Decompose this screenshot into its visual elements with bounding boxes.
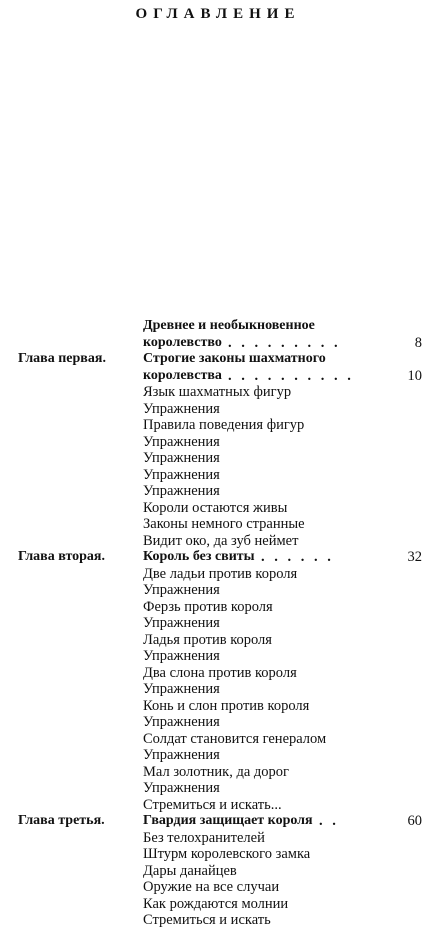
- toc-entry: [0, 318, 436, 335]
- section-title: Упражнения: [143, 780, 220, 796]
- dot-leader: . . . . . .: [261, 549, 334, 565]
- toc-entry: [0, 384, 436, 401]
- toc-entry: [0, 780, 436, 797]
- section-title: Правила поведения фигур: [143, 417, 305, 433]
- toc-entry: [0, 351, 436, 368]
- section-title: Две ладьи против короля: [143, 565, 298, 582]
- toc-entry: [0, 896, 436, 913]
- toc-entry: [0, 599, 436, 616]
- table-of-contents: [0, 318, 436, 929]
- toc-entry: [0, 764, 436, 781]
- toc-entry: [0, 401, 436, 418]
- page-number: 32: [407, 549, 422, 565]
- toc-entry: [0, 797, 436, 814]
- toc-entry: [0, 549, 436, 566]
- section-title: Дары данайцев: [143, 862, 237, 879]
- chapter-label: Глава вторая.: [18, 549, 106, 564]
- chapter-label: Глава первая.: [18, 351, 106, 366]
- section-title: Упражнения: [143, 450, 220, 466]
- chapter-title: Король без свиты: [143, 549, 255, 564]
- section-title: Упражнения: [143, 615, 220, 631]
- section-title: Язык шахматных фигур: [143, 384, 292, 400]
- toc-entry: [0, 846, 436, 863]
- section-title: Упражнения: [143, 648, 220, 664]
- section-title: Ладья против короля: [143, 631, 272, 648]
- section-title: Два слона против короля: [143, 664, 297, 681]
- toc-entry: [0, 417, 436, 434]
- dot-leader: . . . . . . . . . .: [228, 367, 354, 384]
- section-title: Упражнения: [143, 483, 220, 499]
- section-title: Упражнения: [143, 714, 220, 730]
- chapter-title: королевства: [143, 367, 222, 383]
- section-title: Стремиться и искать...: [143, 796, 282, 813]
- chapter-title: Древнее и необыкновенное: [143, 318, 315, 333]
- toc-entry: [0, 912, 436, 929]
- section-title: Мал золотник, да дорог: [143, 763, 289, 780]
- dot-leader: . . . . . . . . .: [228, 334, 341, 351]
- toc-entry: [0, 632, 436, 649]
- toc-entry: [0, 450, 436, 467]
- section-title: Оружие на все случаи: [143, 879, 280, 895]
- toc-entry: [0, 714, 436, 731]
- section-title: Ферзь против короля: [143, 598, 273, 615]
- toc-entry: [0, 516, 436, 533]
- toc-entry: [0, 434, 436, 451]
- section-title: Упражнения: [143, 433, 220, 450]
- toc-entry: [0, 467, 436, 484]
- section-title: Законы немного странные: [143, 516, 305, 532]
- section-title: Упражнения: [143, 400, 220, 417]
- section-title: Упражнения: [143, 466, 220, 483]
- toc-entry: [0, 879, 436, 896]
- section-title: Штурм королевского замка: [143, 846, 311, 862]
- section-title: Короли остаются живы: [143, 499, 288, 516]
- section-title: Видит око, да зуб неймет: [143, 532, 299, 549]
- toc-entry: [0, 830, 436, 847]
- dot-leader: . .: [319, 813, 339, 829]
- page-number: 60: [407, 813, 422, 829]
- toc-entry: [0, 681, 436, 698]
- toc-entry: [0, 698, 436, 715]
- toc-entry: [0, 648, 436, 665]
- page-number: 8: [414, 334, 422, 351]
- section-title: Стремиться и искать: [143, 912, 271, 928]
- toc-entry: [0, 863, 436, 880]
- toc-entry: [0, 368, 436, 385]
- page-number: 10: [407, 367, 422, 384]
- section-title: Упражнения: [143, 681, 220, 697]
- toc-entry: [0, 813, 436, 830]
- toc-entry: [0, 615, 436, 632]
- section-title: Без телохранителей: [143, 829, 265, 846]
- toc-entry: [0, 566, 436, 583]
- section-title: Упражнения: [143, 747, 220, 763]
- toc-entry: [0, 483, 436, 500]
- toc-entry: [0, 665, 436, 682]
- page-title: ОГЛАВЛЕНИЕ: [135, 6, 301, 22]
- toc-entry: [0, 747, 436, 764]
- toc-entry: [0, 500, 436, 517]
- chapter-title: Гвардия защищает короля: [143, 813, 313, 828]
- chapter-label: Глава третья.: [18, 813, 105, 828]
- section-title: Упражнения: [143, 582, 220, 598]
- section-title: Солдат становится генералом: [143, 730, 327, 747]
- toc-entry: [0, 533, 436, 550]
- section-title: Как рождаются молнии: [143, 895, 289, 912]
- chapter-title: королевство: [143, 334, 222, 350]
- toc-entry: [0, 335, 436, 352]
- chapter-title: Строгие законы шахматного: [143, 351, 326, 366]
- toc-entry: [0, 731, 436, 748]
- section-title: Конь и слон против короля: [143, 697, 310, 714]
- toc-entry: [0, 582, 436, 599]
